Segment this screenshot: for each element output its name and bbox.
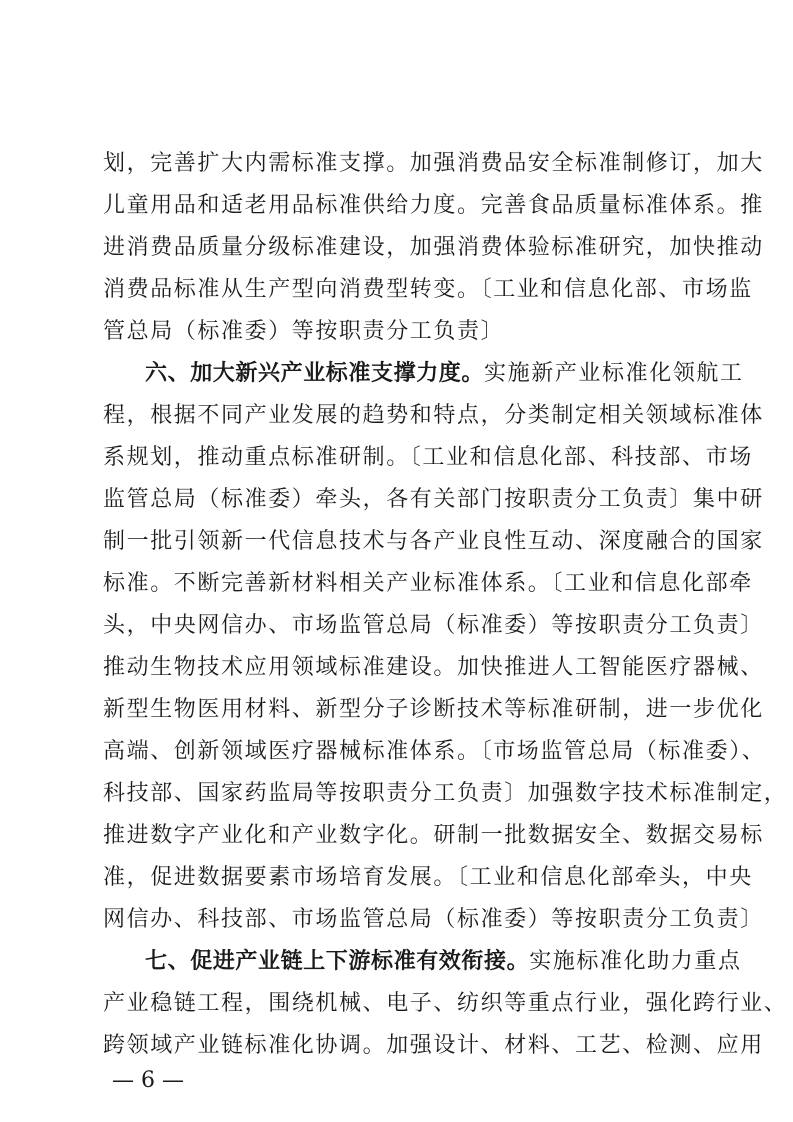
text-line: 进消费品质量分级标准建设，加强消费体验标准研究，加快推动	[103, 235, 764, 260]
page-number: — 6 —	[112, 1068, 184, 1093]
text-line: 网信办、科技部、市场监管总局（标准委）等按职责分工负责〕	[103, 907, 764, 932]
section-six-heading: 六、加大新兴产业标准支撑力度。	[145, 361, 485, 386]
text-line: 消费品标准从生产型向消费型转变。〔工业和信息化部、市场监	[103, 277, 753, 302]
text-line: 跨领域产业链标准化协调。加强设计、材料、工艺、检测、应用	[103, 1033, 764, 1058]
text-line: 新型生物医用材料、新型分子诊断技术等标准研制，进一步优化	[103, 697, 764, 722]
text-line: 标准。不断完善新材料相关产业标准体系。〔工业和信息化部牵	[103, 571, 753, 596]
text-line: 产业稳链工程，围绕机械、电子、纺织等重点行业，强化跨行业、	[103, 991, 788, 1016]
section-heading-line	[145, 361, 744, 387]
section-seven-heading: 七、促进产业链上下游标准有效衔接。	[145, 949, 530, 974]
section-heading-line	[145, 949, 742, 975]
text-line: 管总局（标准委）等按职责分工负责〕	[103, 319, 505, 344]
section-six-text: 实施新产业标准化领航工	[484, 361, 744, 386]
text-line: 儿童用品和适老用品标准供给力度。完善食品质量标准体系。推	[103, 193, 764, 218]
text-line: 监管总局（标准委）牵头，各有关部门按职责分工负责〕集中研	[103, 487, 764, 512]
text-line: 程，根据不同产业发展的趋势和特点，分类制定相关领域标准体	[103, 403, 764, 428]
section-seven-text: 实施标准化助力重点	[529, 949, 742, 974]
text-line: 科技部、国家药监局等按职责分工负责〕加强数字技术标准制定，	[103, 781, 788, 806]
text-line: 推动生物技术应用领域标准建设。加快推进人工智能医疗器械、	[103, 655, 764, 680]
text-line: 头，中央网信办、市场监管总局（标准委）等按职责分工负责〕	[103, 613, 764, 638]
text-line: 准，促进数据要素市场培育发展。〔工业和信息化部牵头，中央	[103, 865, 753, 890]
text-line: 系规划，推动重点标准研制。〔工业和信息化部、科技部、市场	[103, 445, 753, 470]
text-line: 推进数字产业化和产业数字化。研制一批数据安全、数据交易标	[103, 823, 764, 848]
text-line: 制一批引领新一代信息技术与各产业良性互动、深度融合的国家	[103, 529, 764, 554]
text-line: 划，完善扩大内需标准支撑。加强消费品安全标准制修订，加大	[103, 151, 764, 176]
text-line: 高端、创新领域医疗器械标准体系。〔市场监管总局（标准委）、	[103, 739, 766, 764]
